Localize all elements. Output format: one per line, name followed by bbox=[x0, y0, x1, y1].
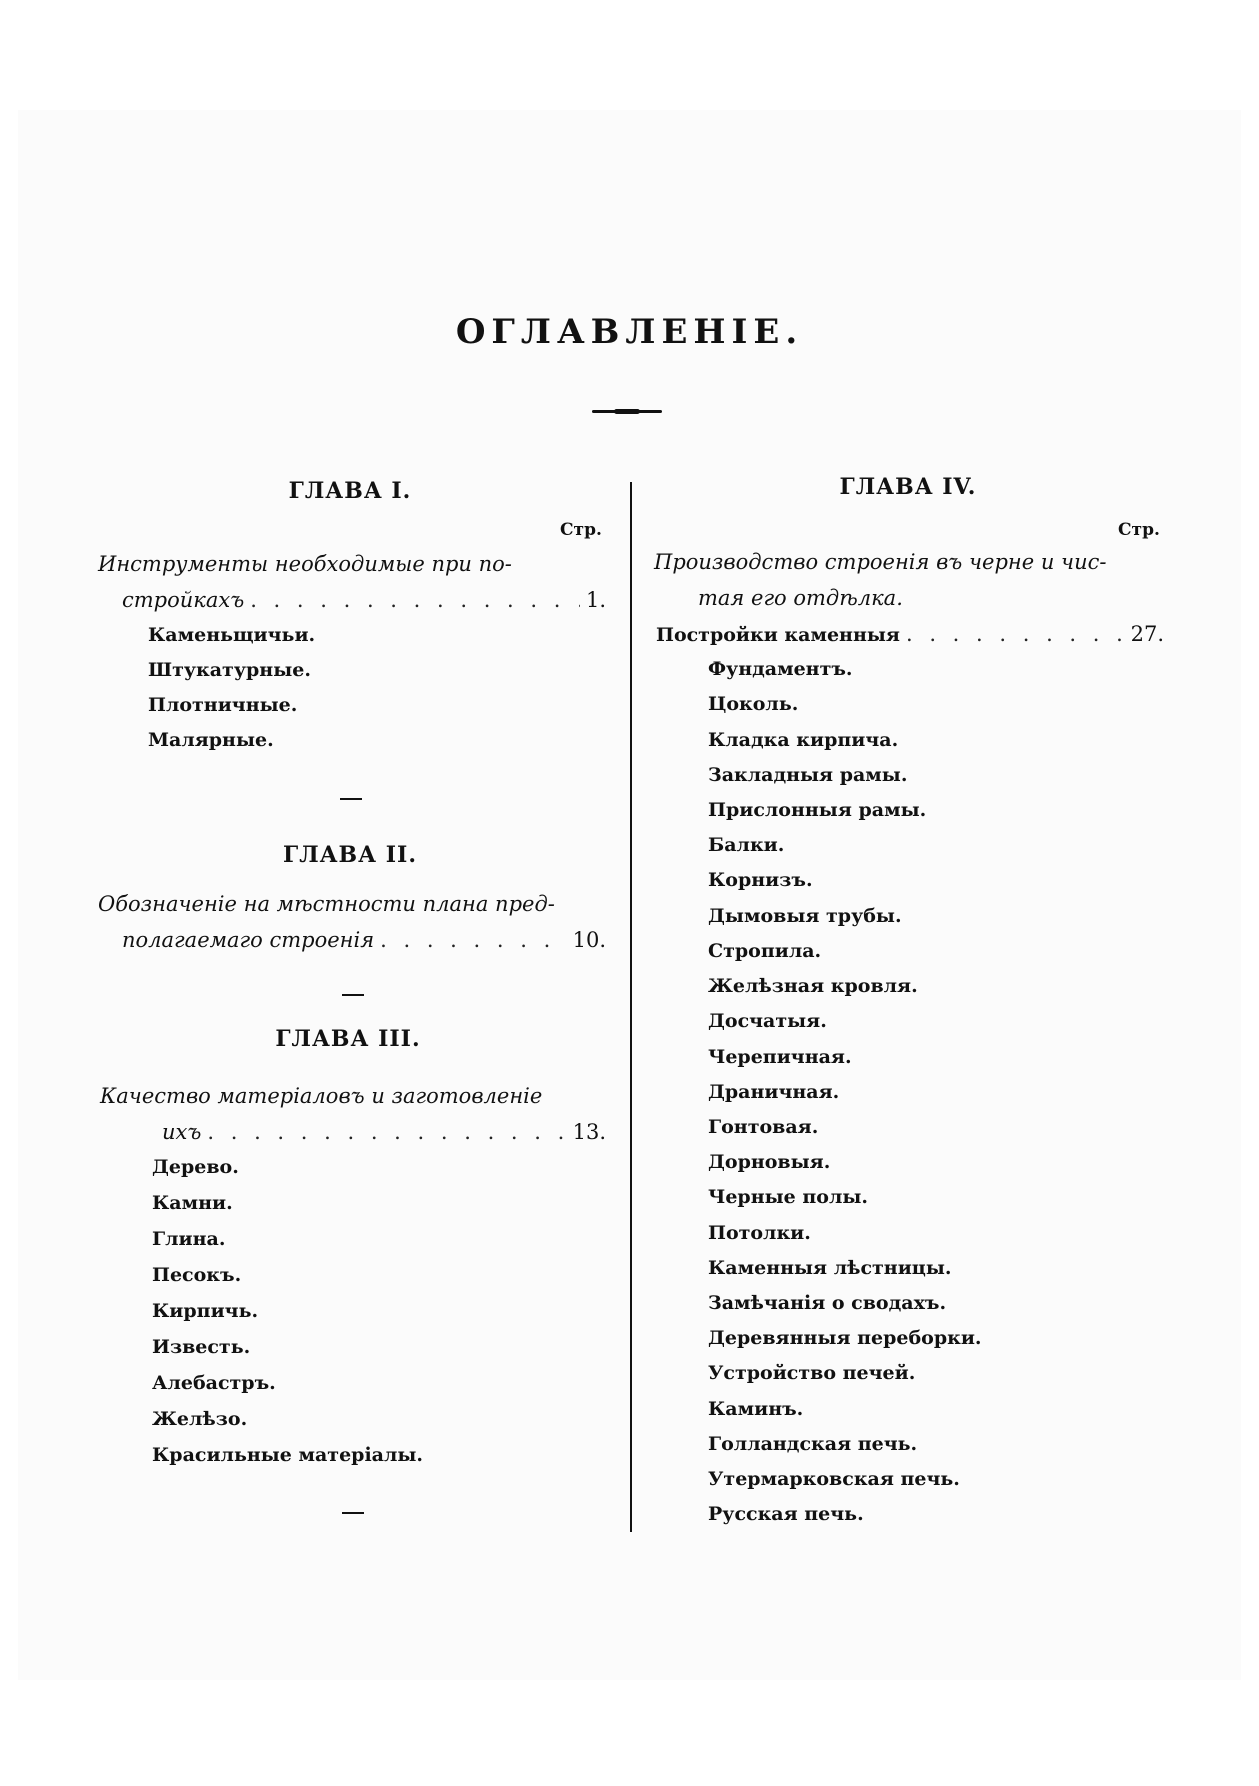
chapter-4-item[interactable]: Корнизъ. bbox=[708, 869, 813, 891]
chapter-3-item[interactable]: Алебастръ. bbox=[152, 1372, 276, 1394]
chapter-3-item[interactable]: Глина. bbox=[152, 1228, 226, 1250]
chapter-4-entry-line1[interactable]: Производство строенія въ черне и чис- bbox=[654, 550, 1107, 574]
chapter-2-entry-line1[interactable]: Обозначеніе на мѣстности плана пред- bbox=[98, 892, 555, 916]
chapter-4-item[interactable]: Прислонныя рамы. bbox=[708, 799, 927, 821]
page-title: ОГЛАВЛЕНІЕ. bbox=[455, 312, 804, 352]
chapter-4-item[interactable]: Кладка кирпича. bbox=[708, 729, 899, 751]
chapter-4-section[interactable] bbox=[656, 622, 1164, 646]
chapter-3-item[interactable]: Известь. bbox=[152, 1336, 251, 1358]
chapter-4-item[interactable]: Балки. bbox=[708, 834, 785, 856]
chapter-1-item[interactable]: Малярные. bbox=[148, 729, 274, 751]
chapter-3-heading: ГЛАВА III. bbox=[275, 1026, 421, 1052]
chapter-4-item[interactable]: Драничная. bbox=[708, 1081, 840, 1103]
chapter-4-item[interactable]: Цоколь. bbox=[708, 693, 799, 715]
chapter-1-page-label: Стр. bbox=[560, 520, 602, 540]
chapter-2-entry-line2[interactable] bbox=[122, 928, 606, 952]
section-separator bbox=[342, 1512, 364, 1514]
chapter-4-item[interactable]: Русская печь. bbox=[708, 1503, 864, 1525]
chapter-2-entry-page: 10. bbox=[572, 928, 606, 952]
chapter-1-entry-line2[interactable] bbox=[122, 588, 606, 612]
chapter-3-item[interactable]: Кирпичь. bbox=[152, 1300, 259, 1322]
chapter-3-item[interactable]: Желѣзо. bbox=[152, 1408, 248, 1430]
chapter-4-item[interactable]: Потолки. bbox=[708, 1222, 811, 1244]
chapter-3-item[interactable]: Камни. bbox=[152, 1192, 233, 1214]
title-ornament-rule bbox=[592, 410, 662, 413]
chapter-1-entry-text: стройкахъ bbox=[122, 588, 245, 612]
chapter-4-item[interactable]: Дорновыя. bbox=[708, 1151, 831, 1173]
chapter-4-item[interactable]: Черные полы. bbox=[708, 1186, 869, 1208]
chapter-1-item[interactable]: Плотничные. bbox=[148, 694, 298, 716]
chapter-4-item[interactable]: Устройство печей. bbox=[708, 1362, 916, 1384]
chapter-4-item[interactable]: Стропила. bbox=[708, 940, 822, 962]
chapter-3-entry-line1[interactable]: Качество матеріаловъ и заготовленіе bbox=[100, 1084, 543, 1108]
leader-dots bbox=[380, 928, 566, 952]
chapter-4-entry-line2[interactable]: тая его отдѣлка. bbox=[698, 586, 903, 610]
chapter-4-item[interactable]: Желѣзная кровля. bbox=[708, 975, 918, 997]
chapter-4-item[interactable]: Деревянныя переборки. bbox=[708, 1327, 982, 1349]
chapter-4-item[interactable]: Голландская печь. bbox=[708, 1433, 918, 1455]
chapter-3-item[interactable]: Красильные матеріалы. bbox=[152, 1444, 424, 1466]
chapter-4-item[interactable]: Фундаментъ. bbox=[708, 658, 853, 680]
section-separator bbox=[342, 994, 364, 996]
chapter-4-section-title: Постройки каменныя bbox=[656, 624, 900, 646]
chapter-4-item[interactable]: Гонтовая. bbox=[708, 1116, 819, 1138]
leader-dots bbox=[906, 622, 1125, 646]
chapter-4-item[interactable]: Каминъ. bbox=[708, 1398, 804, 1420]
chapter-1-item[interactable]: Каменьщичьи. bbox=[148, 624, 316, 646]
chapter-4-item[interactable]: Черепичная. bbox=[708, 1046, 852, 1068]
chapter-3-entry-page: 13. bbox=[572, 1120, 606, 1144]
chapter-3-entry-line2[interactable] bbox=[162, 1120, 606, 1144]
chapter-1-heading: ГЛАВА I. bbox=[288, 478, 412, 504]
chapter-3-item[interactable]: Дерево. bbox=[152, 1156, 239, 1178]
chapter-2-heading: ГЛАВА II. bbox=[283, 842, 417, 868]
chapter-4-item[interactable]: Дымовыя трубы. bbox=[708, 905, 902, 927]
chapter-2-entry-text: полагаемаго строенія bbox=[122, 928, 375, 952]
chapter-4-item[interactable]: Каменныя лѣстницы. bbox=[708, 1257, 952, 1279]
chapter-3-item[interactable]: Песокъ. bbox=[152, 1264, 242, 1286]
chapter-4-heading: ГЛАВА IV. bbox=[839, 474, 977, 500]
chapter-1-entry-page: 1. bbox=[585, 588, 606, 612]
chapter-4-section-page: 27. bbox=[1130, 622, 1164, 646]
leader-dots bbox=[250, 588, 580, 612]
chapter-4-item[interactable]: Утермарковская печь. bbox=[708, 1468, 960, 1490]
chapter-4-item[interactable]: Замѣчанія о сводахъ. bbox=[708, 1292, 947, 1314]
chapter-4-page-label: Стр. bbox=[1118, 520, 1160, 540]
section-separator bbox=[340, 798, 362, 800]
column-divider bbox=[630, 482, 632, 1532]
chapter-1-entry-line1[interactable]: Инструменты необходимые при по- bbox=[98, 552, 512, 576]
chapter-1-item[interactable]: Штукатурные. bbox=[148, 659, 311, 681]
chapter-4-item[interactable]: Досчатыя. bbox=[708, 1010, 827, 1032]
leader-dots bbox=[207, 1120, 566, 1144]
chapter-3-entry-text: ихъ bbox=[162, 1120, 202, 1144]
chapter-4-item[interactable]: Закладныя рамы. bbox=[708, 764, 908, 786]
